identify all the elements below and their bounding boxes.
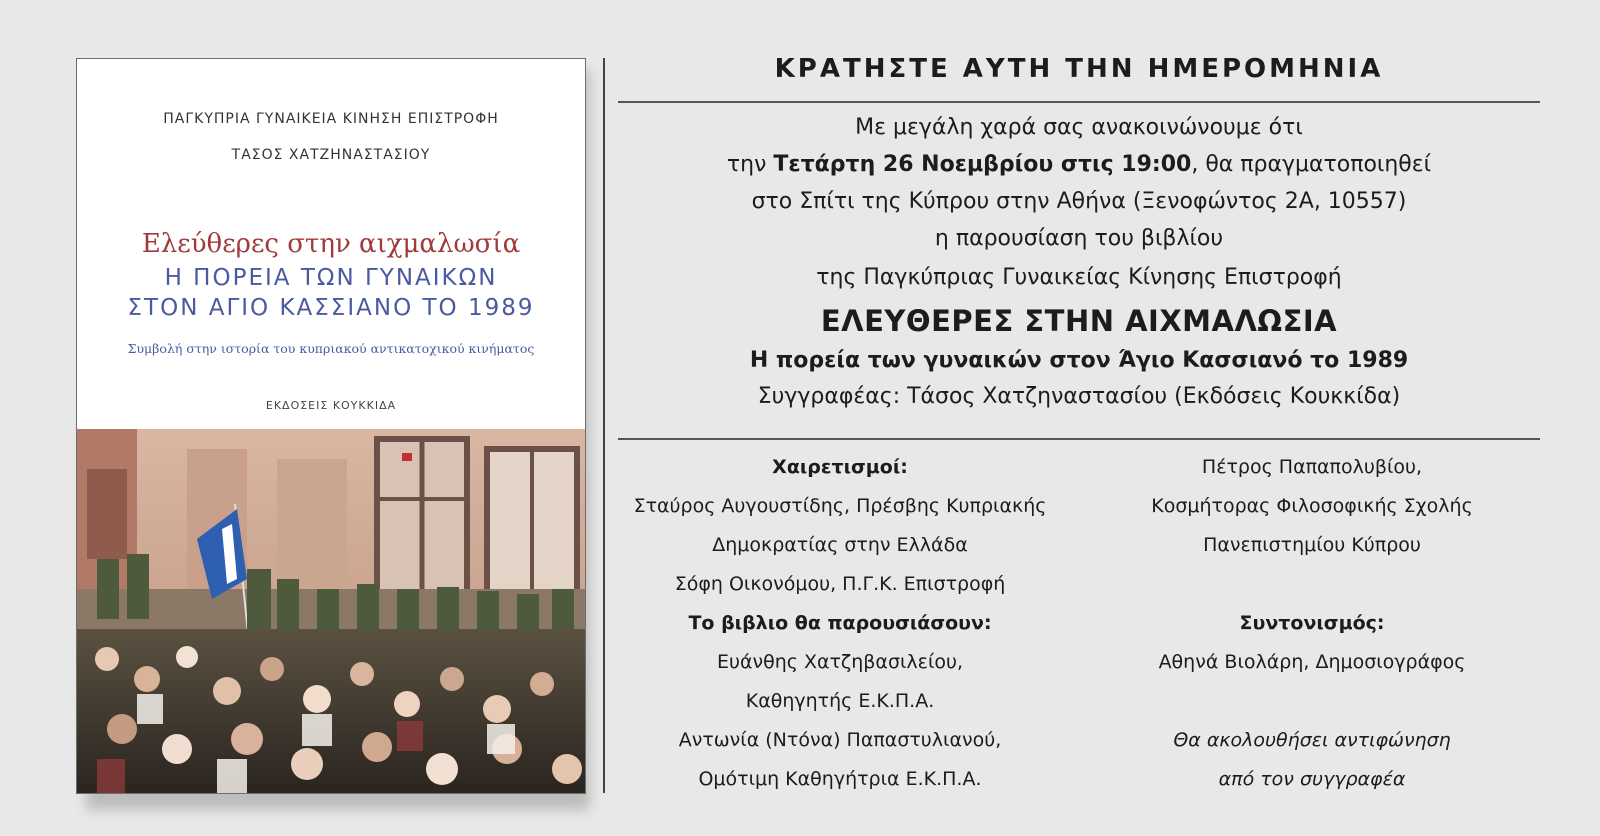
cover-publisher: ΕΚΔΟΣΕΙΣ ΚΟΥΚΚΙΔΑ <box>265 399 397 412</box>
greetings-heading: Χαιρετισμοί: <box>772 456 908 478</box>
top-divider <box>618 101 1540 103</box>
announcement-venue: στο Σπίτι της Κύπρου στην Αθήνα (Ξενοφώντος 2Α, 10557) <box>751 189 1407 214</box>
greeting-line: Σόφη Οικονόμου, Π.Γ.Κ. Επιστροφή <box>674 573 1006 595</box>
announcement-line-5: της Παγκύπριας Γυναικείας Κίνησης Επιστροφή <box>816 265 1342 290</box>
spacer <box>1102 565 1522 604</box>
closing-line: Θα ακολουθήσει αντιφώνηση <box>1173 729 1451 751</box>
cover-contribution: Συμβολή στην ιστορία του κυπριακού αντικατοχικού κινήματος <box>127 341 535 356</box>
event-date-time: Τετάρτη 26 Νοεμβρίου στις 19:00 <box>773 152 1192 177</box>
cover-title: Ελεύθερες στην αιχμαλωσία <box>141 229 521 259</box>
announcement-line-1: Με μεγάλη χαρά σας ανακοινώνουμε ότι <box>855 115 1303 140</box>
greeting-line: Κοσμήτορας Φιλοσοφικής Σχολής <box>1151 495 1473 517</box>
cover-author: ΤΑΣΟΣ ΧΑΤΖΗΝΑΣΤΑΣΙΟΥ <box>231 147 431 163</box>
cover-subtitle-line2: ΣΤΟΝ ΑΓΙΟ ΚΑΣΣΙΑΝΟ ΤΟ 1989 <box>127 295 535 321</box>
cover-photo <box>77 429 586 794</box>
presenters-heading: Το βιβλιο θα παρουσιάσουν: <box>688 612 992 634</box>
presenter-line: Ομότιμη Καθηγήτρια Ε.Κ.Π.Α. <box>698 768 982 790</box>
right-column <box>1102 448 1522 799</box>
cover-text-area <box>77 59 585 429</box>
presenter-line: Αντωνία (Ντόνα) Παπαστυλιανού, <box>678 729 1002 751</box>
announcement-line-2 <box>618 151 1540 179</box>
middle-divider <box>618 438 1540 440</box>
greeting-line: Δημοκρατίας στην Ελλάδα <box>712 534 968 556</box>
announcement-line-2-post: , θα πραγματοποιηθεί <box>1191 152 1432 177</box>
greeting-line: Πανεπιστημίου Κύπρου <box>1203 534 1421 556</box>
vertical-divider <box>603 58 605 793</box>
moderator: Αθηνά Βιολάρη, Δημοσιογράφος <box>1158 651 1466 673</box>
book-author: Συγγραφέας: Τάσος Χατζηναστασίου (Εκδόσεις Κουκκίδα) <box>757 384 1401 409</box>
greeting-line: Σταύρος Αυγουστίδης, Πρέσβης Κυπριακής <box>633 495 1047 517</box>
moderation-heading: Συντονισμός: <box>1239 612 1385 634</box>
closing-line: από τον συγγραφέα <box>1218 768 1406 790</box>
save-the-date-heading: ΚΡΑΤΗΣΤΕ ΑΥΤΗ ΤΗΝ ΗΜΕΡΟΜΗΝΙΑ <box>774 54 1384 84</box>
announcement-line-2-pre: την <box>726 152 774 177</box>
cover-organization: ΠΑΓΚΥΠΡΙΑ ΓΥΝΑΙΚΕΙΑ ΚΙΝΗΣΗ ΕΠΙΣΤΡΟΦΗ <box>163 111 499 127</box>
left-column <box>618 448 1062 799</box>
book-subtitle: Η πορεία των γυναικών στον Άγιο Κασσιανό το 1989 <box>749 348 1409 373</box>
presenter-line: Καθηγητής Ε.Κ.Π.Α. <box>745 690 935 712</box>
spacer <box>1102 682 1522 721</box>
greeting-line: Πέτρος Παπαπολυβίου, <box>1201 456 1423 478</box>
book-title: ΕΛΕΥΘΕΡΕΣ ΣΤΗΝ ΑΙΧΜΑΛΩΣΙΑ <box>820 304 1338 338</box>
announcement-line-4: η παρουσίαση του βιβλίου <box>934 226 1224 251</box>
book-cover <box>76 58 586 794</box>
cover-subtitle-line1: Η ΠΟΡΕΙΑ ΤΩΝ ΓΥΝΑΙΚΩΝ <box>164 265 498 291</box>
presenter-line: Ευάνθης Χατζηβασιλείου, <box>716 651 964 673</box>
